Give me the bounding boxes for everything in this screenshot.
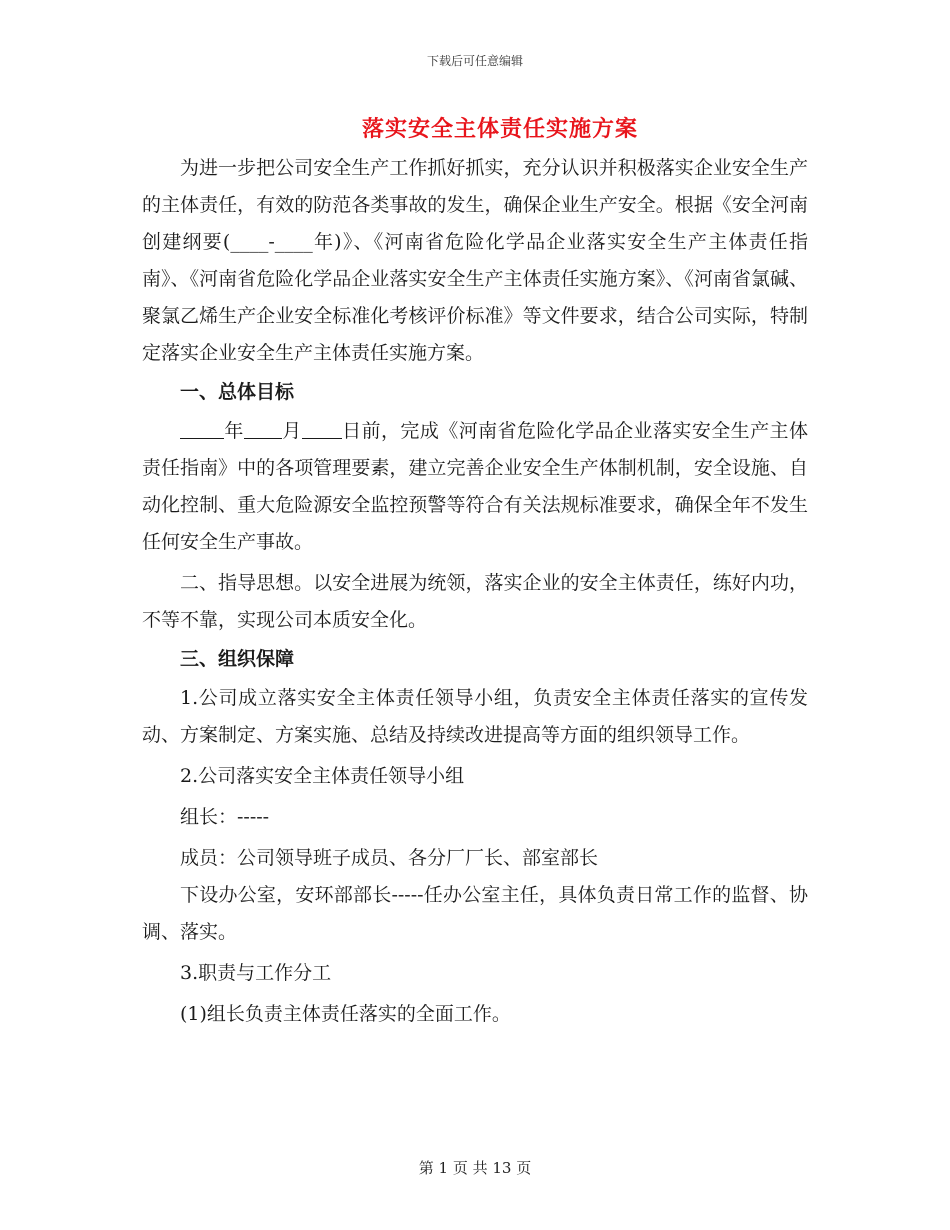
- overall-goal-paragraph: [142, 413, 808, 561]
- group-leader-line: 组长：-----: [180, 806, 270, 828]
- document-body: [142, 150, 808, 1033]
- guiding-ideology-paragraph: 二、指导思想。以安全进展为统领，落实企业的安全主体责任，练好内功，不等不靠，实现公司本质安全化。: [142, 572, 808, 631]
- section-heading-organization: 三、组织保障: [180, 648, 295, 670]
- office-paragraph: 下设办公室，安环部部长-----任办公室主任，具体负责日常工作的监督、协调、落实。: [142, 884, 808, 943]
- year-label: 年: [224, 420, 244, 442]
- month-blank: [244, 420, 282, 439]
- item-2-paragraph: 2.公司落实安全主体责任领导小组: [180, 765, 465, 787]
- group-members-line: 成员：公司领导班子成员、各分厂厂长、部室部长: [180, 847, 599, 869]
- document-title: 落实安全主体责任实施方案: [361, 117, 638, 142]
- section-heading-overall-goal: 一、总体目标: [180, 381, 295, 403]
- intro-paragraph: 为进一步把公司安全生产工作抓好抓实，充分认识并积极落实企业安全生产的主体责任，有效的防范各类事故的发生，确保企业生产安全。根据《安全河南创建纲要(____-____年)》、《河南省危险化学品企业落实安全生产主体责任指南》、《河南省危险化学品企业落实安全生产主体责任实施方案》、《河南省氯碱、聚氯乙烯生产企业安全标准化考核评价标准》等文件要求，结合公司实际，特制定落实企业安全生产主体责任实施方案。: [142, 157, 808, 364]
- overall-goal-text: 日前，完成《河南省危险化学品企业落实安全生产主体责任指南》中的各项管理要素，建立完善企业安全生产体制机制，安全设施、自动化控制、重大危险源安全监控预警等符合有关法规标准要求，确保全年不发生任何安全生产事故。: [142, 420, 808, 553]
- month-label: 月: [281, 420, 302, 442]
- item-3-1-paragraph: (1)组长负责主体责任落实的全面工作。: [180, 1003, 511, 1025]
- item-3-paragraph: 3.职责与工作分工: [180, 962, 332, 984]
- year-blank: [180, 420, 224, 439]
- day-blank: [302, 420, 342, 439]
- item-1-paragraph: 1.公司成立落实安全主体责任领导小组，负责安全主体责任落实的宣传发动、方案制定、方案实施、总结及持续改进提高等方面的组织领导工作。: [142, 687, 808, 746]
- header-note: 下载后可任意编辑: [426, 54, 523, 68]
- page-number-footer: 第 1 页 共 13 页: [418, 1159, 532, 1177]
